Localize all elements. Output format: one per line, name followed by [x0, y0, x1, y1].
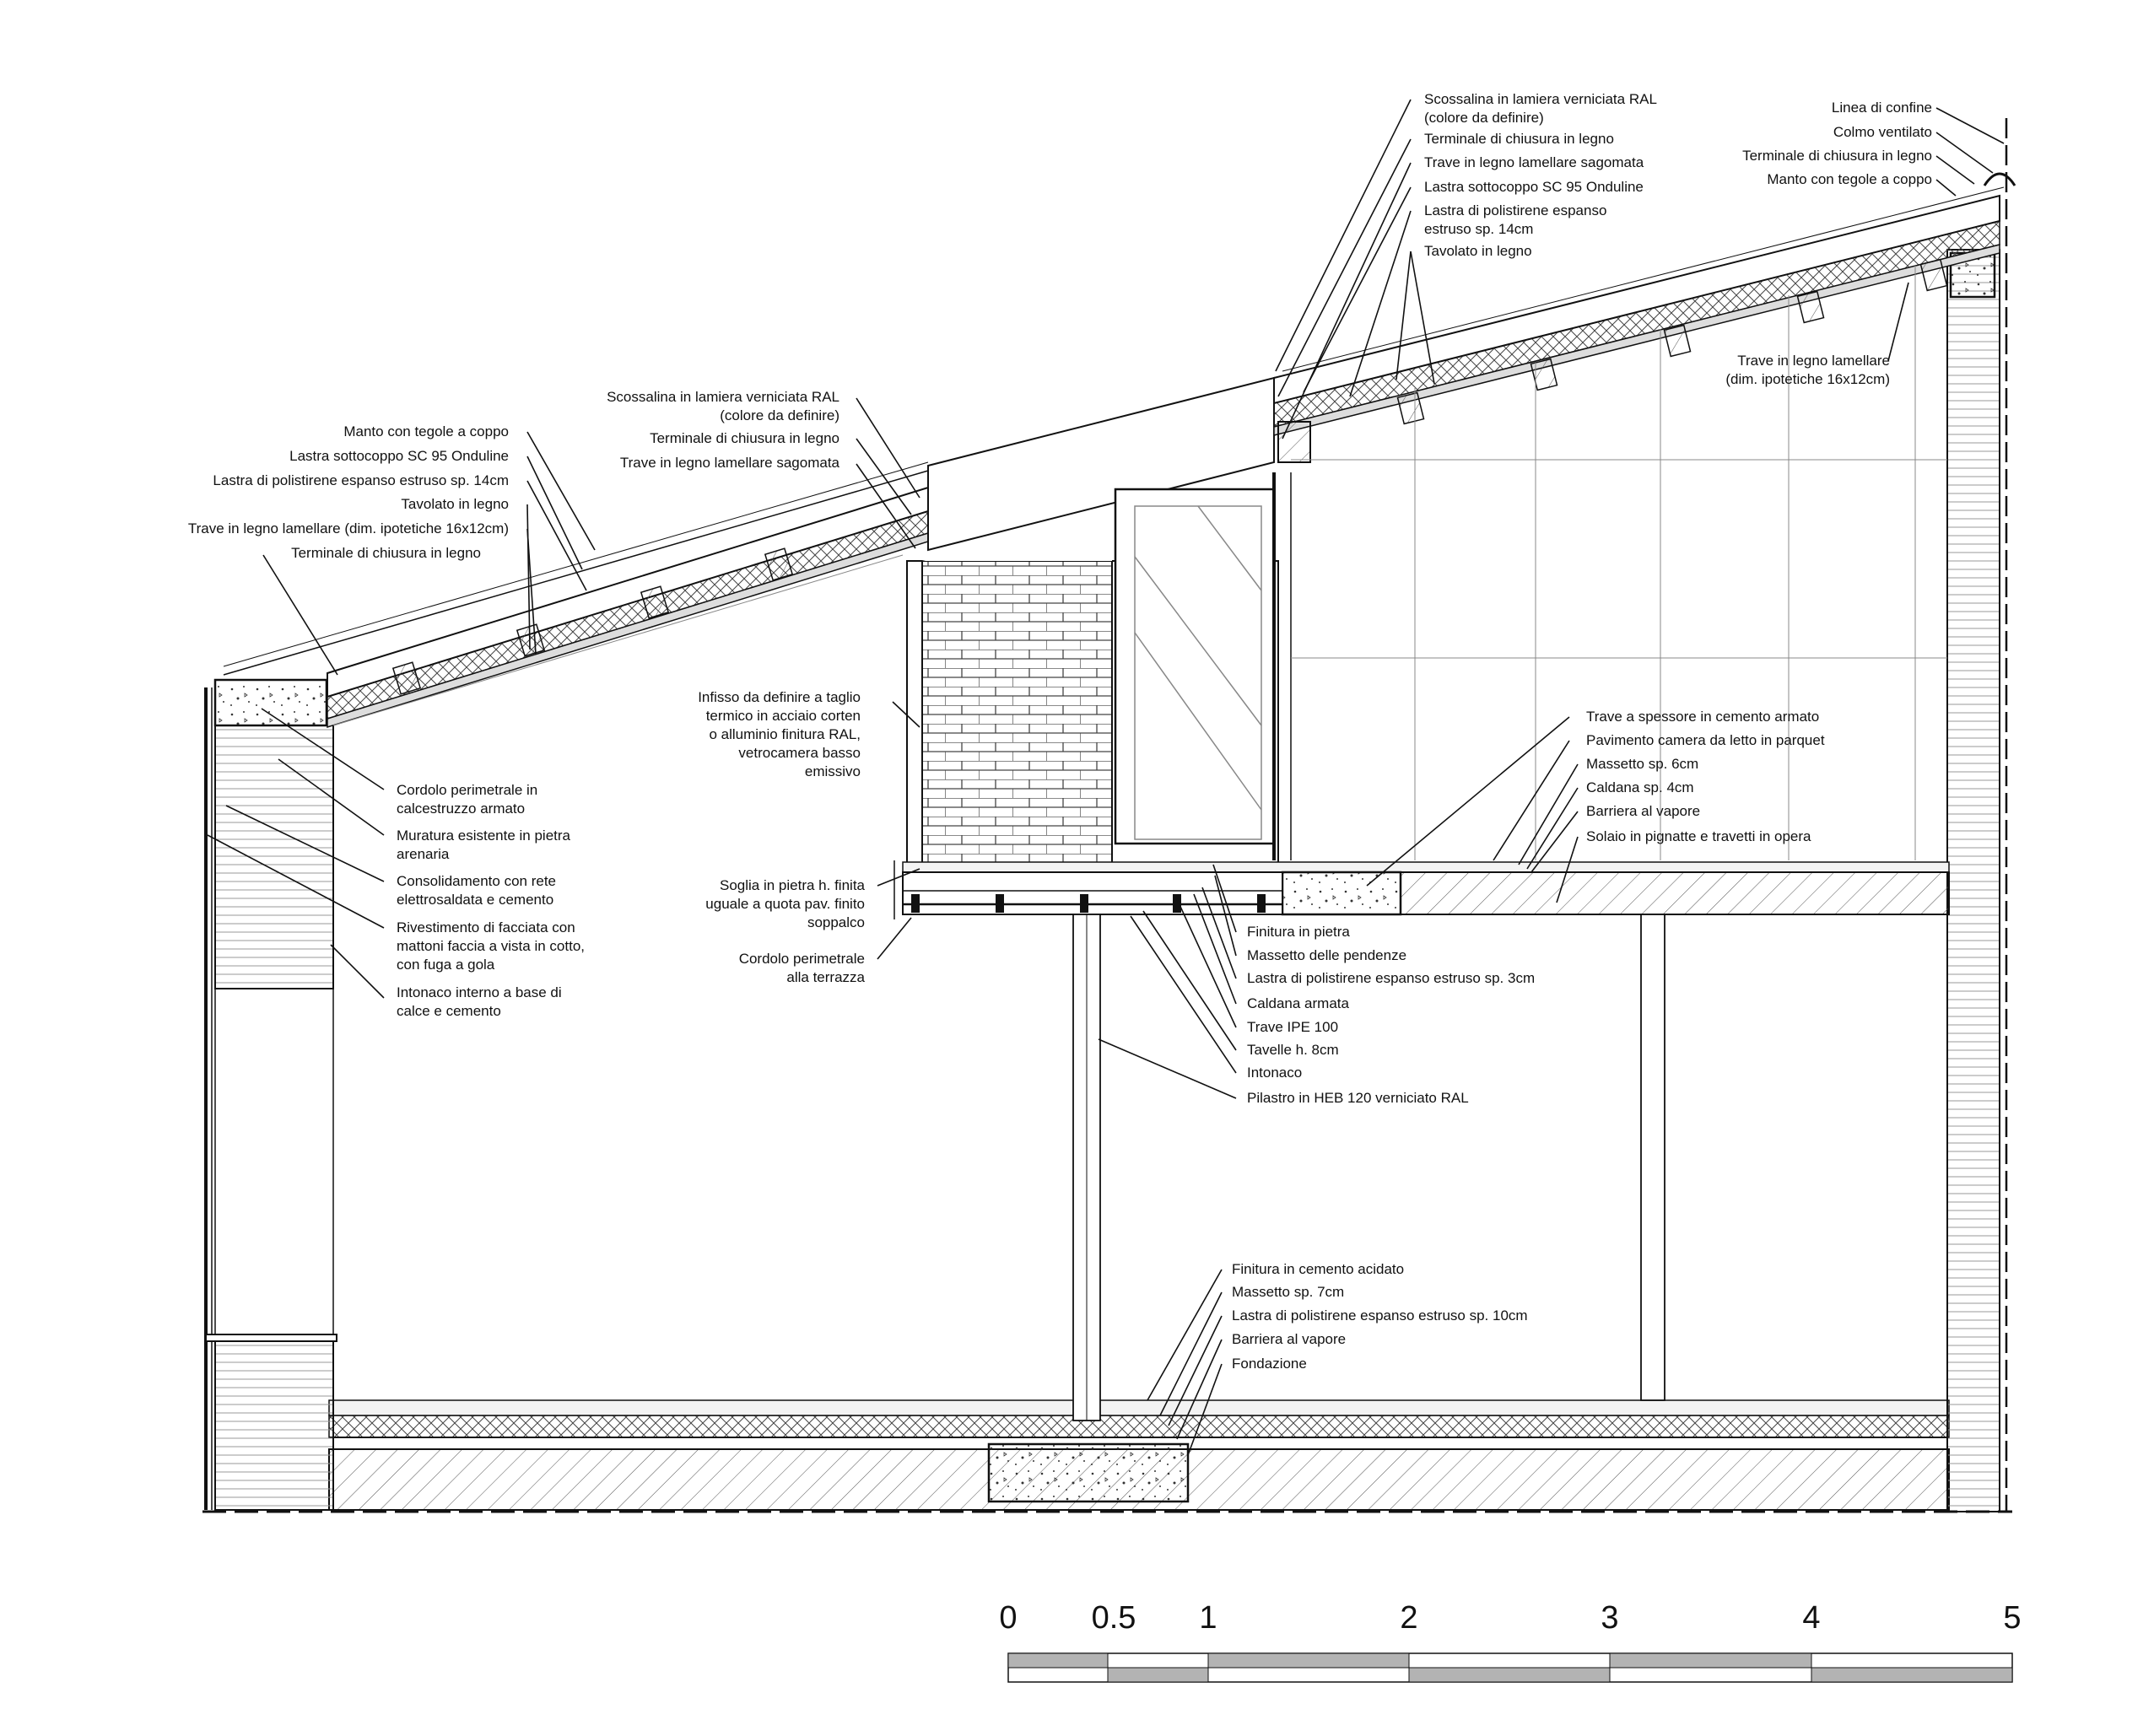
label-roof-left-insulation: Lastra di polistirene espanso estruso sp. 14cm: [213, 472, 509, 488]
labels-roof-left: [188, 423, 509, 561]
scale-label-05: 0.5: [1091, 1600, 1136, 1636]
label-bond-beam: Cordolo perimetrale in: [397, 782, 538, 798]
label-plaster: Intonaco interno a base di: [397, 984, 562, 1000]
label-ipe: Trave IPE 100: [1247, 1019, 1339, 1035]
label-cladding-2: mattoni faccia a vista in cotto,: [397, 938, 585, 954]
label-cladding: Rivestimento di facciata con: [397, 919, 575, 935]
label-upper-beam: Trave in legno lamellare sagomata: [1424, 154, 1644, 170]
scale-seg-1-2-top: [1208, 1653, 1409, 1668]
scale-seg-3-4-top: [1610, 1653, 1811, 1668]
left-wall-bond-beam: [215, 680, 327, 725]
left-wall-stone: [215, 725, 333, 989]
right-wall: [1947, 250, 2000, 1512]
left-sill: [206, 1334, 337, 1341]
scale-seg-0-05-top: [1008, 1653, 1108, 1668]
scale-seg-05-1-bot: [1108, 1668, 1208, 1682]
label-stone-finish: Finitura in pietra: [1247, 924, 1350, 940]
label-reinforcement-2: elettrosaldata e cemento: [397, 892, 554, 908]
label-sill-2: uguale a quota pav. finito: [705, 896, 865, 912]
scale-label-2: 2: [1400, 1600, 1418, 1636]
label-slope-screed: Massetto delle pendenze: [1247, 947, 1407, 963]
scale-bar: [999, 1600, 2021, 1682]
label-upper-insulation-thickness: estruso sp. 14cm: [1424, 221, 1534, 237]
concrete-column-right: [1641, 914, 1665, 1400]
labels-threshold: [705, 877, 865, 985]
scale-label-5: 5: [2003, 1600, 2022, 1636]
ground-insulation: [329, 1415, 1949, 1437]
label-upper-flashing-color: (colore da definire): [1424, 110, 1544, 126]
label-upper-underlay: Lastra sottocoppo SC 95 Onduline: [1424, 179, 1644, 195]
label-window-3: o alluminio finitura RAL,: [709, 726, 861, 742]
label-foundation: Fondazione: [1232, 1356, 1307, 1372]
label-sill-3: soppalco: [807, 914, 865, 930]
label-roof-left-beam: Trave in legno lamellare (dim. ipotetiche 16x12cm): [187, 520, 509, 536]
label-bond-beam-2: calcestruzzo armato: [397, 801, 526, 817]
labels-beam-right: [1725, 353, 1890, 387]
label-window-2: termico in acciaio corten: [705, 708, 861, 724]
label-mid-flashing-color: (colore da definire): [720, 407, 839, 423]
label-vapour-barrier: Barriera al vapore: [1586, 803, 1701, 819]
scale-seg-4-5-bot: [1811, 1668, 2012, 1682]
label-window-5: emissivo: [804, 763, 861, 779]
label-terrace-beam-1: Cordolo perimetrale: [738, 951, 865, 967]
label-window-1: Infisso da definire a taglio: [698, 689, 861, 705]
labels-roof-upper: [1424, 91, 1657, 259]
label-topping-4: Caldana sp. 4cm: [1586, 779, 1694, 795]
window-glass: [1135, 506, 1261, 839]
label-terrace-beam-2: alla terrazza: [786, 969, 865, 985]
label-upper-flashing: Scossalina in lamiera verniciata RAL: [1424, 91, 1657, 107]
label-reinforced-topping: Caldana armata: [1247, 995, 1349, 1011]
label-right-beam-dim: (dim. ipotetiche 16x12cm): [1725, 371, 1890, 387]
label-ridge-vent: Colmo ventilato: [1833, 124, 1932, 140]
label-reinforcement: Consolidamento con rete: [397, 873, 557, 889]
scale-label-1: 1: [1199, 1600, 1217, 1636]
label-window-4: vetrocamera basso: [738, 745, 861, 761]
label-mid-flashing: Scossalina in lamiera verniciata RAL: [607, 389, 839, 405]
scale-label-0: 0: [999, 1600, 1018, 1636]
label-roof-left-tiles: Manto con tegole a coppo: [343, 423, 509, 439]
labels-wall-left: [397, 782, 585, 1019]
label-upper-end: Terminale di chiusura in legno: [1424, 131, 1614, 147]
scale-label-4: 4: [1802, 1600, 1821, 1636]
label-xps-10: Lastra di polistirene espanso estruso sp. 10cm: [1232, 1307, 1528, 1324]
labels-window: [698, 689, 861, 779]
scale-seg-2-3-bot: [1409, 1668, 1610, 1682]
upper-roof-end-block: [1278, 422, 1310, 462]
label-mid-beam: Trave in legno lamellare sagomata: [619, 455, 839, 471]
label-slab: Solaio in pignatte e travetti in opera: [1586, 828, 1811, 844]
left-wall-lower: [215, 1341, 333, 1510]
label-right-beam: Trave in legno lamellare: [1737, 353, 1890, 369]
label-roof-left-decking: Tavolato in legno: [401, 496, 509, 512]
label-ridge-tiles: Manto con tegole a coppo: [1767, 171, 1932, 187]
label-upper-decking: Tavolato in legno: [1424, 243, 1532, 259]
label-heb-column: Pilastro in HEB 120 verniciato RAL: [1247, 1090, 1469, 1106]
label-cladding-3: con fuga a gola: [397, 957, 495, 973]
label-stone-wall-2: arenaria: [397, 846, 450, 862]
ground-screed: [329, 1400, 1949, 1415]
labels-ridge: [1742, 100, 1932, 187]
label-screed-6: Massetto sp. 6cm: [1586, 756, 1699, 772]
mezzanine-floor: [894, 860, 1949, 919]
label-tiles-8: Tavelle h. 8cm: [1247, 1042, 1339, 1058]
label-sill-1: Soglia in pietra h. finita: [720, 877, 865, 893]
foundation-footing: [989, 1444, 1188, 1501]
labels-terrace: [1247, 924, 1535, 1106]
label-acid-concrete: Finitura in cemento acidato: [1232, 1261, 1405, 1277]
label-xps-3: Lastra di polistirene espanso estruso sp. 3cm: [1247, 970, 1536, 986]
label-terrace-plaster: Intonaco: [1247, 1065, 1303, 1081]
label-ground-vapour: Barriera al vapore: [1232, 1331, 1347, 1347]
label-stone-wall: Muratura esistente in pietra: [397, 828, 570, 844]
labels-roof-mid: [607, 389, 839, 471]
label-roof-left-end: Terminale di chiusura in legno: [291, 545, 481, 561]
label-ridge-end: Terminale di chiusura in legno: [1742, 148, 1932, 164]
label-plaster-2: calce e cemento: [397, 1003, 501, 1019]
left-roof: [224, 462, 928, 727]
label-parquet: Pavimento camera da letto in parquet: [1586, 732, 1825, 748]
brick-infill: [922, 561, 1112, 863]
label-rc-beam: Trave a spessore in cemento armato: [1586, 709, 1820, 725]
label-mid-end: Terminale di chiusura in legno: [650, 430, 839, 446]
label-screed-7: Massetto sp. 7cm: [1232, 1284, 1345, 1300]
label-roof-left-underlay: Lastra sottocoppo SC 95 Onduline: [289, 448, 509, 464]
label-boundary: Linea di confine: [1831, 100, 1932, 116]
labels-ground: [1232, 1261, 1528, 1372]
label-upper-insulation: Lastra di polistirene espanso: [1424, 202, 1607, 218]
scale-label-3: 3: [1601, 1600, 1619, 1636]
